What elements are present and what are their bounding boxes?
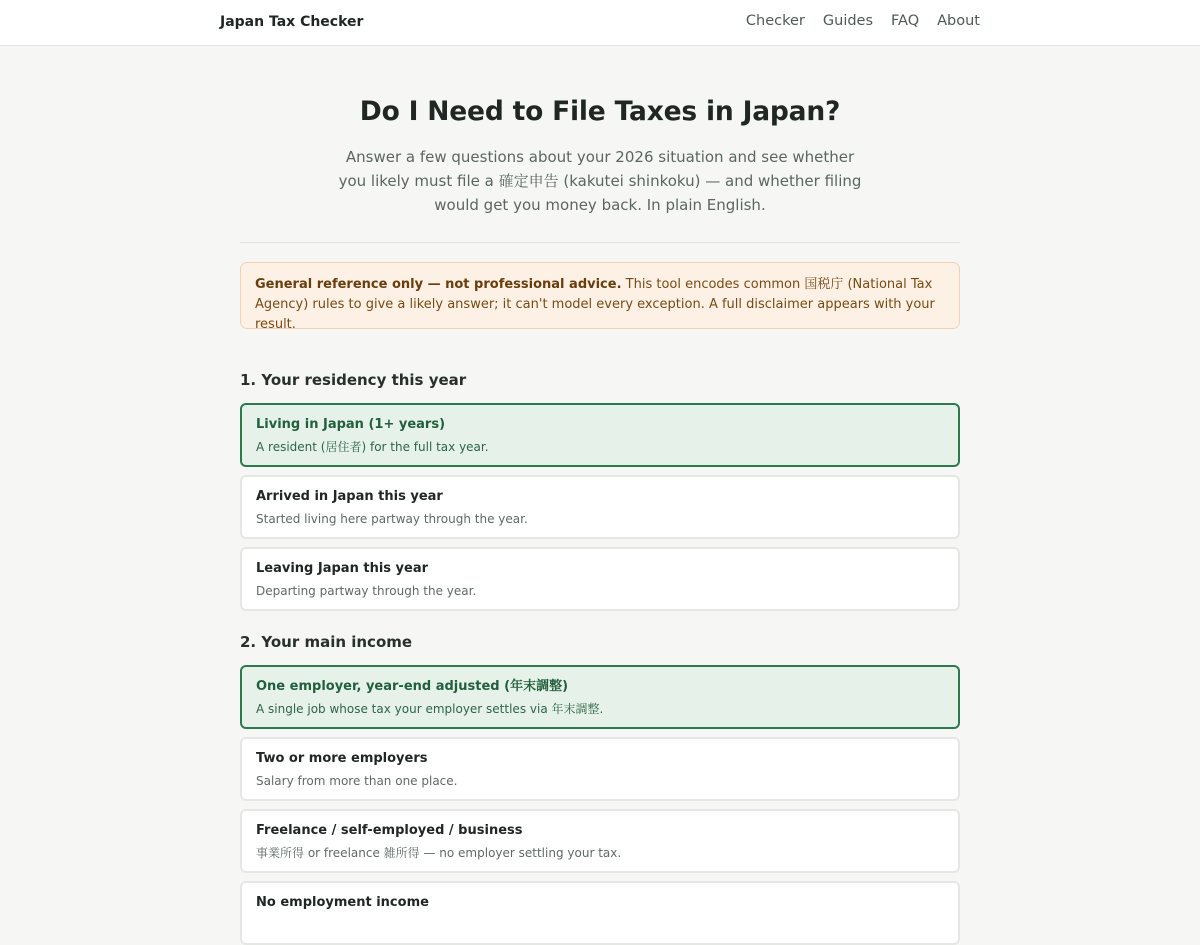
option-title: Living in Japan (1+ years) (256, 417, 446, 432)
option-title: Freelance / self-employed / business (256, 823, 523, 838)
main-nav (746, 13, 980, 29)
nav-link-guides[interactable]: Guides (822, 13, 874, 29)
disclaimer-text: This tool encodes common 国税庁 (National Tax Agency) rules to give a likely answer; it can't model every exception. A full disclaimer appears with your result. (255, 277, 935, 332)
income-option-one-employer[interactable] (240, 665, 960, 729)
option-description: A resident (居住者) for the full tax year. (256, 440, 489, 454)
option-title: No employment income (256, 895, 429, 910)
disclaimer-heading: General reference only — not professional advice. (255, 277, 622, 292)
residency-option-resident[interactable] (240, 403, 960, 467)
option-title: Two or more employers (256, 751, 428, 766)
income-option-no-employment[interactable] (240, 881, 960, 945)
section-title-income: 2. Your main income (240, 633, 413, 651)
residency-option-arrived[interactable] (240, 475, 960, 539)
divider (240, 242, 960, 243)
income-option-freelance[interactable] (240, 809, 960, 873)
page-intro: Answer a few questions about your 2026 situation and see whether you likely must file a 確定申告 (kakutei shinkoku) — and whether filing would get you money back. In plain English. (338, 148, 862, 214)
section-title-residency: 1. Your residency this year (240, 371, 467, 389)
option-description: A single job whose tax your employer settles via 年末調整. (256, 702, 604, 716)
option-description: Salary from more than one place. (256, 774, 458, 788)
top-navigation-bar (0, 0, 1200, 46)
residency-option-leaving[interactable] (240, 547, 960, 611)
page-title: Do I Need to File Taxes in Japan? (359, 96, 841, 127)
option-description: Departing partway through the year. (256, 584, 477, 598)
income-option-multiple-employers[interactable] (240, 737, 960, 801)
brand-logo-link[interactable]: Japan Tax Checker (220, 14, 364, 30)
nav-link-faq[interactable]: FAQ (891, 13, 920, 29)
option-title: One employer, year-end adjusted (年末調整) (256, 679, 569, 694)
nav-link-about[interactable]: About (937, 13, 980, 29)
option-title: Arrived in Japan this year (256, 489, 443, 504)
disclaimer-notice (240, 262, 960, 332)
option-description: Started living here partway through the year. (256, 512, 528, 526)
nav-link-checker[interactable]: Checker (745, 13, 805, 29)
option-description: 事業所得 or freelance 雑所得 — no employer settling your tax. (256, 846, 622, 860)
option-title: Leaving Japan this year (256, 561, 429, 576)
